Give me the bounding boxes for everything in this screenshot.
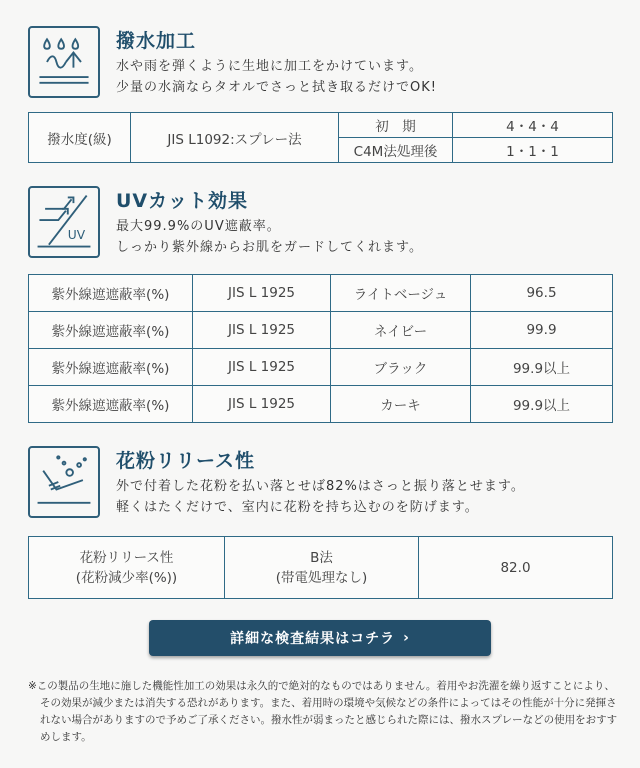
detailed-results-button-label: 詳細な検査結果はコチラ <box>230 631 396 647</box>
water-repellent-description <box>116 56 437 98</box>
table-row <box>29 386 613 423</box>
pollen-method-cell <box>225 537 419 599</box>
pollen-label-line: (花粉減少率(%)) <box>75 569 178 586</box>
uv-label-cell: 紫外線遮遮蔽率(%) <box>29 386 193 423</box>
uv-shield-icon <box>28 186 100 258</box>
uv-label-cell: 紫外線遮遮蔽率(%) <box>29 312 193 349</box>
pollen-method-line: (帯電処理なし) <box>275 569 368 586</box>
uv-color-cell: ネイビー <box>331 312 471 349</box>
uv-cut-description <box>116 216 423 258</box>
disclaimer-text: ※この製品の生地に施した機能性加工の効果は永久的で絶対的なものではありません。着用やお洗濯を繰り返すことにより、その効果が減少または消失する恐れがあります。また、着用時の環境や気候などの条件によってはその性能が十分に発揮されない場合がありますので予めご了承ください。撥水性が弱まったと感じられた際には、撥水スプレーなどの使用をおすすめします。 <box>28 680 618 743</box>
uv-cut-section <box>28 186 612 426</box>
uv-method-cell: JIS L 1925 <box>193 275 331 312</box>
uv-value-cell: 96.5 <box>471 275 613 312</box>
uv-color-cell: ブラック <box>331 349 471 386</box>
water-condition-cell: C4M法処理後 <box>339 138 453 163</box>
pollen-release-section <box>28 446 612 598</box>
pollen-release-description <box>116 476 525 518</box>
pollen-method-line: B法 <box>310 549 333 566</box>
pollen-icon <box>28 446 100 518</box>
pollen-label-line: 花粉リリース性 <box>79 549 174 566</box>
pollen-label-cell <box>29 537 225 599</box>
uv-label-cell: 紫外線遮遮蔽率(%) <box>29 349 193 386</box>
water-condition-cell: 初 期 <box>339 113 453 138</box>
water-repellent-section <box>28 26 612 166</box>
uv-method-cell: JIS L 1925 <box>193 312 331 349</box>
water-method-cell: JIS L1092:スプレー法 <box>131 113 339 163</box>
desc-line: 外で付着した花粉を払い落とせば82%はさっと振り落とせます。 <box>116 479 525 494</box>
desc-line: 少量の水滴ならタオルでさっと拭き取るだけでOK! <box>116 80 437 95</box>
uv-table <box>28 274 613 423</box>
uv-value-cell: 99.9以上 <box>471 386 613 423</box>
disclaimer-note <box>28 678 618 746</box>
uv-method-cell: JIS L 1925 <box>193 386 331 423</box>
water-drop-icon <box>28 26 100 98</box>
desc-line: しっかり紫外線からお肌をガードしてくれます。 <box>116 240 423 255</box>
water-repellent-title: 撥水加工 <box>116 30 197 52</box>
svg-text:UV: UV <box>67 228 86 242</box>
table-row <box>29 275 613 312</box>
table-row <box>29 312 613 349</box>
detailed-results-button[interactable] <box>149 620 491 656</box>
uv-label-cell: 紫外線遮遮蔽率(%) <box>29 275 193 312</box>
table-row <box>29 349 613 386</box>
uv-color-cell: カーキ <box>331 386 471 423</box>
uv-method-cell: JIS L 1925 <box>193 349 331 386</box>
desc-line: 軽くはたくだけで、室内に花粉を持ち込むのを防げます。 <box>116 500 479 515</box>
chevron-right-icon: › <box>403 630 410 646</box>
desc-line: 最大99.9%のUV遮蔽率。 <box>116 219 281 234</box>
pollen-release-title: 花粉リリース性 <box>116 450 256 472</box>
water-repellent-table <box>28 112 613 163</box>
uv-value-cell: 99.9 <box>471 312 613 349</box>
water-value-cell: 4・4・4 <box>453 113 613 138</box>
uv-value-cell: 99.9以上 <box>471 349 613 386</box>
water-value-cell: 1・1・1 <box>453 138 613 163</box>
water-label-cell: 撥水度(級) <box>29 113 131 163</box>
desc-line: 水や雨を弾くように生地に加工をかけています。 <box>116 59 423 74</box>
pollen-table <box>28 536 613 599</box>
pollen-value-cell: 82.0 <box>419 537 613 599</box>
uv-color-cell: ライトベージュ <box>331 275 471 312</box>
uv-cut-title: UVカット効果 <box>116 190 248 212</box>
